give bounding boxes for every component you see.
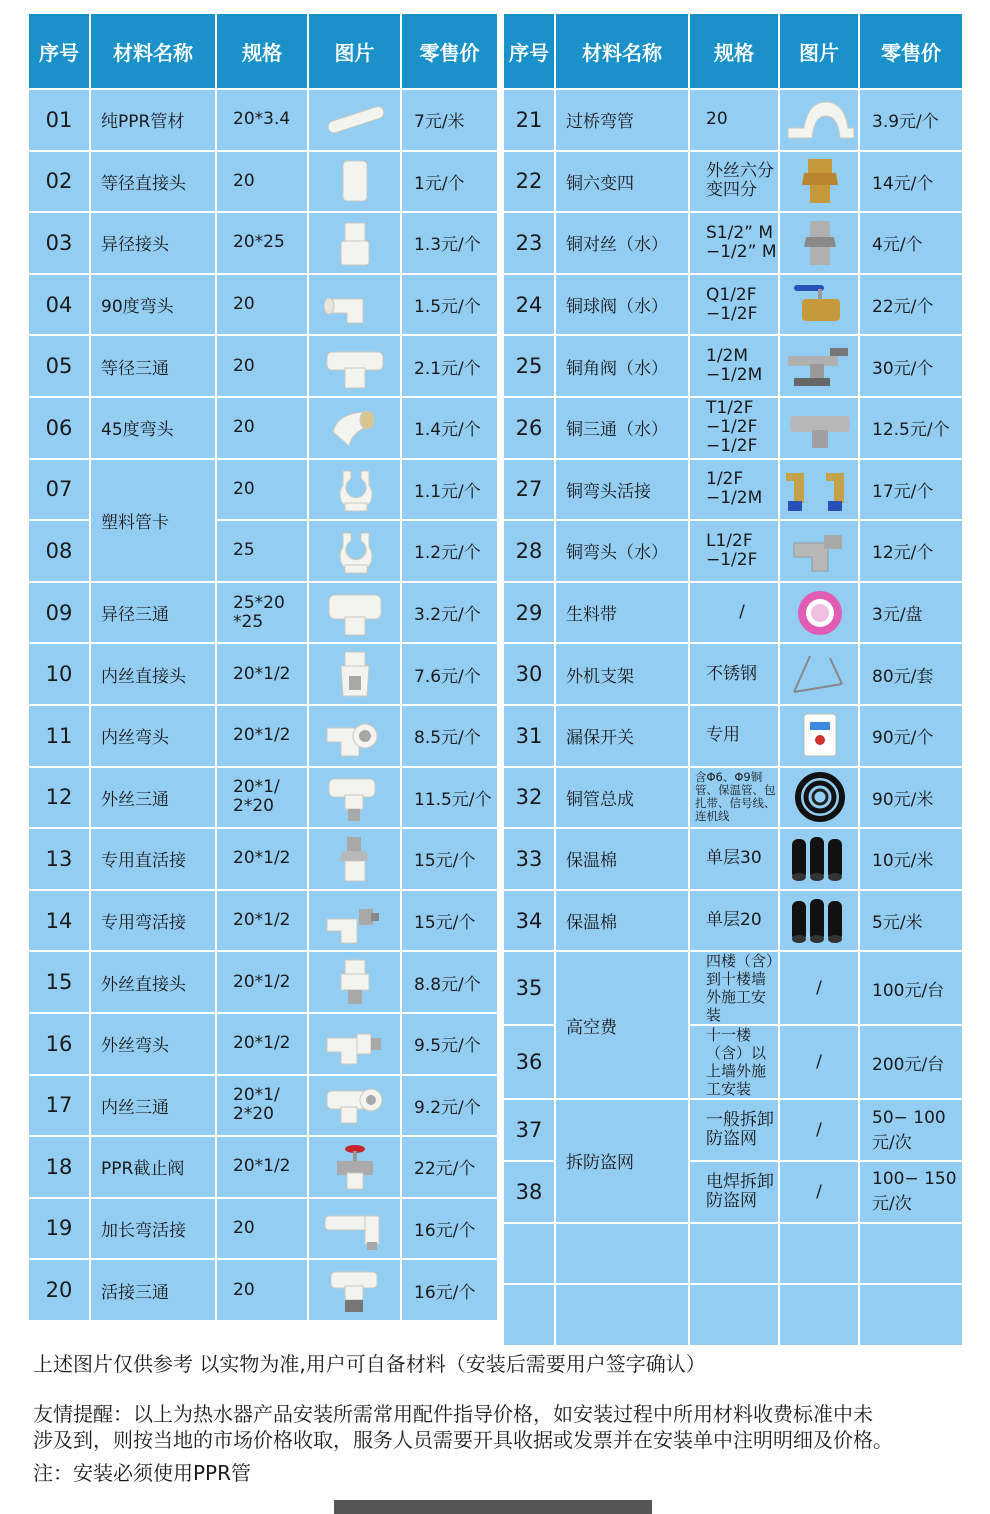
material-name: 45度弯头 bbox=[90, 397, 216, 459]
empty-cell bbox=[689, 1284, 779, 1346]
price: 2.1元/个 bbox=[401, 335, 498, 397]
long-elbow-union-icon bbox=[315, 1202, 395, 1254]
price: 7元/米 bbox=[401, 89, 498, 151]
row-number: 06 bbox=[28, 397, 90, 459]
row-number: 17 bbox=[28, 1075, 90, 1137]
row-number: 21 bbox=[503, 89, 555, 151]
insulation-foam-icon bbox=[780, 833, 859, 885]
spec: 单层20 bbox=[689, 890, 779, 952]
male-thread-tee-icon bbox=[315, 771, 395, 823]
spec: T1/2F −1/2F −1/2F bbox=[689, 397, 779, 459]
picture-cell: / bbox=[779, 1099, 859, 1161]
picture-cell bbox=[308, 582, 401, 644]
female-thread-elbow-icon bbox=[315, 710, 395, 762]
price: 11.5元/个 bbox=[401, 767, 498, 829]
spec: 20*1/2 bbox=[216, 1013, 308, 1075]
price: 1.2元/个 bbox=[401, 520, 498, 582]
row-number: 11 bbox=[28, 705, 90, 767]
price: 7.6元/个 bbox=[401, 643, 498, 705]
price: 80元/套 bbox=[859, 643, 963, 705]
spec: 一般拆卸 防盗网 bbox=[689, 1099, 779, 1161]
empty-cell bbox=[503, 1284, 555, 1346]
material-name: 保温棉 bbox=[555, 828, 689, 890]
stop-valve-icon bbox=[315, 1141, 395, 1193]
ptfe-tape-icon bbox=[780, 587, 859, 639]
table-row bbox=[28, 767, 498, 829]
material-name: 活接三通 bbox=[90, 1259, 216, 1321]
spec: 20*1/ 2*20 bbox=[216, 1075, 308, 1137]
picture-cell bbox=[308, 1198, 401, 1260]
row-number: 01 bbox=[28, 89, 90, 151]
row-number: 12 bbox=[28, 767, 90, 829]
table-row bbox=[28, 397, 498, 459]
empty-cell bbox=[779, 1284, 859, 1346]
row-number: 23 bbox=[503, 212, 555, 274]
picture-cell bbox=[308, 459, 401, 521]
price: 22元/个 bbox=[401, 1136, 498, 1198]
material-name: 专用弯活接 bbox=[90, 890, 216, 952]
spec: 四楼（含）到十楼墙外施工安装 bbox=[689, 951, 779, 1025]
row-number: 13 bbox=[28, 828, 90, 890]
header-spec: 规格 bbox=[689, 13, 779, 89]
spec: 20 bbox=[216, 274, 308, 336]
picture-cell bbox=[779, 828, 859, 890]
table-row bbox=[503, 459, 963, 521]
ball-valve-icon bbox=[780, 279, 859, 331]
material-name: 异径三通 bbox=[90, 582, 216, 644]
picture-cell bbox=[779, 767, 859, 829]
material-name: 过桥弯管 bbox=[555, 89, 689, 151]
picture-cell bbox=[308, 151, 401, 213]
table-row bbox=[28, 705, 498, 767]
table-row bbox=[503, 520, 963, 582]
note-reference: 上述图片仅供参考 以实物为准,用户可自备材料（安装后需要用户签字确认） bbox=[33, 1352, 706, 1376]
outdoor-bracket-icon bbox=[780, 648, 859, 700]
picture-cell bbox=[308, 1013, 401, 1075]
table-row bbox=[28, 643, 498, 705]
picture-cell bbox=[779, 520, 859, 582]
picture-cell bbox=[779, 643, 859, 705]
table-row bbox=[28, 212, 498, 274]
material-name: 铜弯头（水） bbox=[555, 520, 689, 582]
material-name: 外丝弯头 bbox=[90, 1013, 216, 1075]
reducer-tee-icon bbox=[315, 587, 395, 639]
bottom-banner bbox=[334, 1500, 652, 1514]
table-row bbox=[503, 643, 963, 705]
material-name: 铜三通（水） bbox=[555, 397, 689, 459]
spec: 不锈钢 bbox=[689, 643, 779, 705]
material-name: 漏保开关 bbox=[555, 705, 689, 767]
price: 1.4元/个 bbox=[401, 397, 498, 459]
table-row bbox=[28, 1136, 498, 1198]
spec: 25*20 *25 bbox=[216, 582, 308, 644]
spec: 外丝六分 变四分 bbox=[689, 151, 779, 213]
price: 5元/米 bbox=[859, 890, 963, 952]
price: 3.9元/个 bbox=[859, 89, 963, 151]
spec: L1/2F −1/2F bbox=[689, 520, 779, 582]
spec: 20*1/2 bbox=[216, 890, 308, 952]
price: 9.2元/个 bbox=[401, 1075, 498, 1137]
note-ppr-required: 注：安装必须使用PPR管 bbox=[33, 1461, 252, 1485]
picture-cell bbox=[308, 890, 401, 952]
spec: 20*1/2 bbox=[216, 643, 308, 705]
empty-cell bbox=[503, 1223, 555, 1285]
material-name: 保温棉 bbox=[555, 890, 689, 952]
price: 16元/个 bbox=[401, 1259, 498, 1321]
row-number: 29 bbox=[503, 582, 555, 644]
picture-cell bbox=[308, 397, 401, 459]
table-row bbox=[28, 151, 498, 213]
table-row bbox=[28, 1075, 498, 1137]
picture-cell: / bbox=[779, 951, 859, 1025]
price: 3.2元/个 bbox=[401, 582, 498, 644]
picture-cell bbox=[779, 705, 859, 767]
price: 1.3元/个 bbox=[401, 212, 498, 274]
material-name: 专用直活接 bbox=[90, 828, 216, 890]
elbow-90-icon bbox=[315, 279, 395, 331]
pipe-clip-icon bbox=[315, 525, 395, 577]
spec: 20 bbox=[216, 397, 308, 459]
picture-cell bbox=[308, 335, 401, 397]
brass-tee-icon bbox=[780, 402, 859, 454]
material-name: 异径接头 bbox=[90, 212, 216, 274]
price: 8.8元/个 bbox=[401, 951, 498, 1013]
picture-cell bbox=[308, 767, 401, 829]
table-row bbox=[503, 582, 963, 644]
row-number: 34 bbox=[503, 890, 555, 952]
female-thread-tee-icon bbox=[315, 1079, 395, 1131]
header-price: 零售价 bbox=[859, 13, 963, 89]
picture-cell bbox=[308, 705, 401, 767]
picture-cell bbox=[779, 582, 859, 644]
header-picture: 图片 bbox=[779, 13, 859, 89]
spec: 1/2F −1/2M bbox=[689, 459, 779, 521]
female-thread-coupling-icon bbox=[315, 648, 395, 700]
spec: 单层30 bbox=[689, 828, 779, 890]
row-number: 22 bbox=[503, 151, 555, 213]
picture-cell bbox=[308, 1075, 401, 1137]
table-row bbox=[28, 890, 498, 952]
table-row bbox=[503, 828, 963, 890]
material-name: 等径直接头 bbox=[90, 151, 216, 213]
empty-cell bbox=[555, 1284, 689, 1346]
header-name: 材料名称 bbox=[555, 13, 689, 89]
price: 4元/个 bbox=[859, 212, 963, 274]
row-number: 24 bbox=[503, 274, 555, 336]
picture-cell bbox=[779, 397, 859, 459]
straight-coupling-icon bbox=[315, 155, 395, 207]
spec: 含Φ6、Φ9铜管、保温管、包扎带、信号线、连机线 bbox=[689, 767, 779, 829]
price: 10元/米 bbox=[859, 828, 963, 890]
price: 1.1元/个 bbox=[401, 459, 498, 521]
row-number: 07 bbox=[28, 459, 90, 521]
header-no: 序号 bbox=[28, 13, 90, 89]
picture-cell bbox=[308, 643, 401, 705]
row-number: 15 bbox=[28, 951, 90, 1013]
table-row bbox=[28, 459, 498, 521]
spec: 20*25 bbox=[216, 212, 308, 274]
union-tee-icon bbox=[315, 1264, 395, 1316]
picture-cell bbox=[308, 212, 401, 274]
table-row bbox=[28, 335, 498, 397]
material-name: 生料带 bbox=[555, 582, 689, 644]
row-number: 10 bbox=[28, 643, 90, 705]
price: 100元/台 bbox=[859, 951, 963, 1025]
row-number: 09 bbox=[28, 582, 90, 644]
spec: 20*1/2 bbox=[216, 828, 308, 890]
elbow-45-icon bbox=[315, 402, 395, 454]
right-price-table bbox=[502, 12, 964, 1347]
row-number: 38 bbox=[503, 1161, 555, 1223]
left-header-row bbox=[28, 13, 498, 89]
table-row bbox=[28, 1198, 498, 1260]
pipe-icon bbox=[315, 94, 395, 146]
picture-cell: / bbox=[779, 1025, 859, 1099]
picture-cell bbox=[308, 89, 401, 151]
material-name: 内丝三通 bbox=[90, 1075, 216, 1137]
price: 12元/个 bbox=[859, 520, 963, 582]
angle-valve-icon bbox=[780, 340, 859, 392]
row-number: 19 bbox=[28, 1198, 90, 1260]
table-row bbox=[503, 1099, 963, 1161]
price: 200元/台 bbox=[859, 1025, 963, 1099]
row-number: 27 bbox=[503, 459, 555, 521]
price: 30元/个 bbox=[859, 335, 963, 397]
brass-elbow-icon bbox=[780, 525, 859, 577]
table-row bbox=[503, 890, 963, 952]
left-price-table bbox=[27, 12, 499, 1322]
empty-cell bbox=[555, 1223, 689, 1285]
price: 1.5元/个 bbox=[401, 274, 498, 336]
picture-cell bbox=[779, 890, 859, 952]
spec: 20 bbox=[216, 1198, 308, 1260]
spec: 20*1/2 bbox=[216, 1136, 308, 1198]
crossover-bend-icon bbox=[780, 94, 859, 146]
row-number: 14 bbox=[28, 890, 90, 952]
material-name: 外机支架 bbox=[555, 643, 689, 705]
empty-cell bbox=[859, 1284, 963, 1346]
material-name: 铜六变四 bbox=[555, 151, 689, 213]
row-number: 30 bbox=[503, 643, 555, 705]
spec: 20 bbox=[216, 1259, 308, 1321]
spec: 1/2M −1/2M bbox=[689, 335, 779, 397]
spec: 20*1/2 bbox=[216, 951, 308, 1013]
reducer-coupling-icon bbox=[315, 217, 395, 269]
material-name: 加长弯活接 bbox=[90, 1198, 216, 1260]
spec: S1/2” M −1/2” M bbox=[689, 212, 779, 274]
header-spec: 规格 bbox=[216, 13, 308, 89]
price: 90元/米 bbox=[859, 767, 963, 829]
table-row bbox=[28, 89, 498, 151]
insulation-foam-icon bbox=[780, 895, 859, 947]
empty-row bbox=[503, 1223, 963, 1285]
material-name: 纯PPR管材 bbox=[90, 89, 216, 151]
picture-cell bbox=[308, 828, 401, 890]
price: 15元/个 bbox=[401, 828, 498, 890]
picture-cell bbox=[308, 1259, 401, 1321]
spec: Q1/2F −1/2F bbox=[689, 274, 779, 336]
price: 12.5元/个 bbox=[859, 397, 963, 459]
price: 100− 150元/次 bbox=[859, 1161, 963, 1223]
empty-cell bbox=[859, 1223, 963, 1285]
tee-icon bbox=[315, 340, 395, 392]
row-number: 03 bbox=[28, 212, 90, 274]
table-row bbox=[503, 274, 963, 336]
table-row bbox=[28, 582, 498, 644]
price: 3元/盘 bbox=[859, 582, 963, 644]
material-name: 高空费 bbox=[555, 951, 689, 1099]
table-row bbox=[503, 151, 963, 213]
right-header-row bbox=[503, 13, 963, 89]
spec: 电焊拆卸 防盗网 bbox=[689, 1161, 779, 1223]
spec: 20 bbox=[689, 89, 779, 151]
material-name: 内丝弯头 bbox=[90, 705, 216, 767]
brass-reducer-icon bbox=[780, 155, 859, 207]
material-name: 90度弯头 bbox=[90, 274, 216, 336]
row-number: 25 bbox=[503, 335, 555, 397]
material-name: 外丝三通 bbox=[90, 767, 216, 829]
material-name: PPR截止阀 bbox=[90, 1136, 216, 1198]
material-name: 内丝直接头 bbox=[90, 643, 216, 705]
picture-cell bbox=[779, 151, 859, 213]
spec: 十一楼（含）以上墙外施工安装 bbox=[689, 1025, 779, 1099]
straight-union-icon bbox=[315, 833, 395, 885]
picture-cell bbox=[779, 212, 859, 274]
copper-pipe-coil-icon bbox=[780, 771, 859, 823]
table-row bbox=[28, 828, 498, 890]
empty-row bbox=[503, 1284, 963, 1346]
table-row bbox=[503, 951, 963, 1025]
table-row bbox=[28, 1259, 498, 1321]
row-number: 35 bbox=[503, 951, 555, 1025]
header-price: 零售价 bbox=[401, 13, 498, 89]
empty-cell bbox=[779, 1223, 859, 1285]
table-row bbox=[503, 397, 963, 459]
table-row bbox=[28, 274, 498, 336]
row-number: 16 bbox=[28, 1013, 90, 1075]
spec: 20 bbox=[216, 335, 308, 397]
pipe-clip-icon bbox=[315, 463, 395, 515]
leakage-switch-icon bbox=[780, 710, 859, 762]
material-name: 铜弯头活接 bbox=[555, 459, 689, 521]
table-row bbox=[503, 89, 963, 151]
row-number: 08 bbox=[28, 520, 90, 582]
row-number: 31 bbox=[503, 705, 555, 767]
empty-cell bbox=[689, 1223, 779, 1285]
picture-cell bbox=[308, 520, 401, 582]
picture-cell: / bbox=[779, 1161, 859, 1223]
table-row bbox=[28, 951, 498, 1013]
spec: 20 bbox=[216, 459, 308, 521]
material-name: 铜球阀（水） bbox=[555, 274, 689, 336]
picture-cell bbox=[779, 459, 859, 521]
spec: / bbox=[689, 582, 779, 644]
material-name: 外丝直接头 bbox=[90, 951, 216, 1013]
price: 9.5元/个 bbox=[401, 1013, 498, 1075]
picture-cell bbox=[779, 89, 859, 151]
spec: 20*3.4 bbox=[216, 89, 308, 151]
row-number: 20 bbox=[28, 1259, 90, 1321]
elbow-union-icon bbox=[315, 895, 395, 947]
table-row bbox=[503, 212, 963, 274]
row-number: 02 bbox=[28, 151, 90, 213]
spec: 20*1/ 2*20 bbox=[216, 767, 308, 829]
row-number: 18 bbox=[28, 1136, 90, 1198]
table-row bbox=[503, 705, 963, 767]
price: 14元/个 bbox=[859, 151, 963, 213]
material-name: 铜角阀（水） bbox=[555, 335, 689, 397]
row-number: 04 bbox=[28, 274, 90, 336]
row-number: 33 bbox=[503, 828, 555, 890]
material-name: 铜对丝（水） bbox=[555, 212, 689, 274]
picture-cell bbox=[308, 951, 401, 1013]
row-number: 32 bbox=[503, 767, 555, 829]
note-reminder-line1: 友情提醒：以上为热水器产品安装所需常用配件指导价格，如安装过程中所用材料收费标准中未 bbox=[33, 1402, 873, 1426]
header-picture: 图片 bbox=[308, 13, 401, 89]
spec: 25 bbox=[216, 520, 308, 582]
price: 22元/个 bbox=[859, 274, 963, 336]
row-number: 05 bbox=[28, 335, 90, 397]
picture-cell bbox=[779, 274, 859, 336]
spec: 20 bbox=[216, 151, 308, 213]
material-name: 拆防盗网 bbox=[555, 1099, 689, 1222]
price: 8.5元/个 bbox=[401, 705, 498, 767]
price: 16元/个 bbox=[401, 1198, 498, 1260]
row-number: 28 bbox=[503, 520, 555, 582]
spec: 20*1/2 bbox=[216, 705, 308, 767]
row-number: 26 bbox=[503, 397, 555, 459]
price: 1元/个 bbox=[401, 151, 498, 213]
picture-cell bbox=[308, 274, 401, 336]
price: 17元/个 bbox=[859, 459, 963, 521]
price: 90元/个 bbox=[859, 705, 963, 767]
row-number: 37 bbox=[503, 1099, 555, 1161]
price: 15元/个 bbox=[401, 890, 498, 952]
header-no: 序号 bbox=[503, 13, 555, 89]
header-name: 材料名称 bbox=[90, 13, 216, 89]
male-thread-elbow-icon bbox=[315, 1018, 395, 1070]
picture-cell bbox=[308, 1136, 401, 1198]
brass-nipple-icon bbox=[780, 217, 859, 269]
spec: 专用 bbox=[689, 705, 779, 767]
material-name: 等径三通 bbox=[90, 335, 216, 397]
male-thread-coupling-icon bbox=[315, 956, 395, 1008]
table-row bbox=[28, 1013, 498, 1075]
price: 50− 100元/次 bbox=[859, 1099, 963, 1161]
material-name: 铜管总成 bbox=[555, 767, 689, 829]
picture-cell bbox=[779, 335, 859, 397]
brass-elbow-union-icon bbox=[780, 463, 859, 515]
table-row bbox=[503, 335, 963, 397]
note-reminder-line2: 涉及到，则按当地的市场价格收取，服务人员需要开具收据或发票并在安装单中注明明细及价格。 bbox=[33, 1428, 893, 1452]
material-name: 塑料管卡 bbox=[90, 459, 216, 582]
row-number: 36 bbox=[503, 1025, 555, 1099]
table-row bbox=[503, 767, 963, 829]
